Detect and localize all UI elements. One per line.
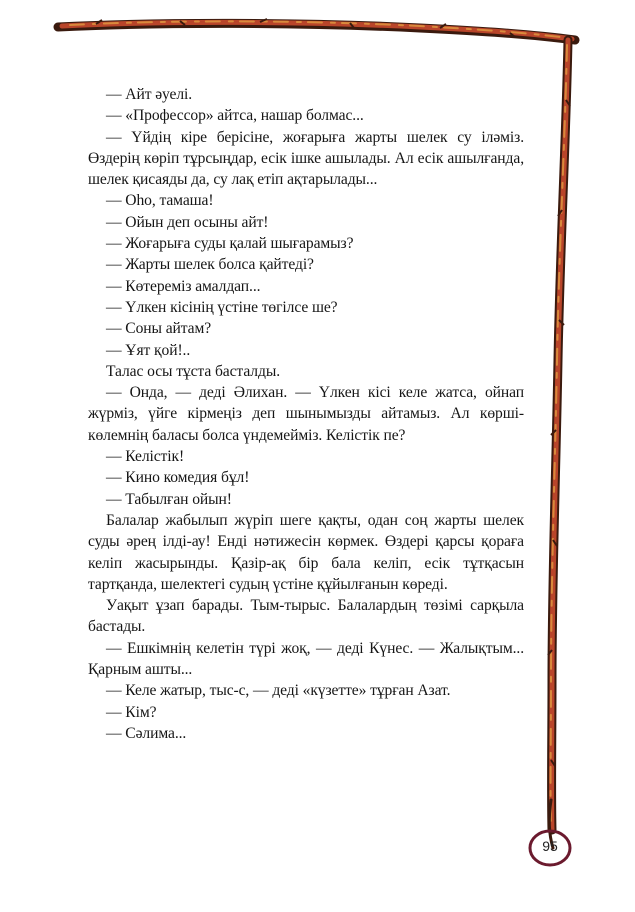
paragraph: — Ұят қой!.. [106, 341, 191, 359]
paragraph: — «Профессор» айтса, нашар болмас... [106, 107, 364, 125]
paragraph: — Соны айтам? [106, 320, 212, 338]
paragraph: — Онда, — деді Әлихан. — Үлкен кісі келе жатса, ойнап жүрміз, үйге кірмеңіз деп шынымызды айтамыз. Ал көрші-көлемнің баласы болса үндемейміз. Келістік пе? [88, 384, 524, 444]
paragraph: Уақыт ұзап барады. Тым-тырыс. Балалардың төзімі сарқыла бастады. [88, 597, 524, 636]
paragraph: — Келістік! [106, 448, 185, 466]
paragraph: — Айт әуелі. [106, 86, 193, 103]
top-stick [58, 19, 575, 40]
paragraph: — Үлкен кісінің үстіне төгілсе ше? [106, 298, 338, 316]
paragraph: — Жарты шелек болса қайтеді? [106, 256, 314, 274]
page-number: 95 [542, 838, 558, 854]
paragraph: — Табылған ойын! [106, 490, 232, 508]
paragraph: — Ойын деп осыны айт! [106, 213, 269, 231]
paragraph: — Сәлима... [106, 724, 187, 742]
paragraph: Балалар жабылып жүріп шеге қақты, одан соң жарты шелек суды әрең ілді-ау! Енді нәтижесін көрмек. Өздері қарсы қораға келіп жасырынды. Қазір-ақ бір бала келіп, есік тұтқасын тартқанда, шелектегі судың үстіне құйылғанын көреді. [88, 511, 524, 593]
paragraph: — Үйдің кіре берісіне, жоғарыға жарты шелек су іләміз. Өздерің көріп тұрсыңдар, есік ішке ашылады. Ал есік ашылғанда, шелек қисаяды да, су лақ етіп ақтарылады... [88, 128, 524, 189]
paragraph: — Келе жатыр, тыс-с, — деді «күзетте» тұрған Азат. [106, 682, 451, 700]
paragraph: Талас осы тұста басталды. [106, 362, 280, 380]
paragraph: — Кім? [106, 703, 157, 721]
paragraph: — Ешкімнің келетін түрі жоқ, — деді Күнес. — Жалықтым... Қарным ашты... [88, 639, 524, 679]
story-text [88, 84, 524, 744]
paragraph: — Кино комедия бұл! [106, 469, 250, 487]
paragraph: — Жоғарыға суды қалай шығарамыз? [106, 235, 354, 253]
paragraph: — Көтереміз амалдап... [106, 277, 261, 295]
paragraph: — Оһо, тамаша! [106, 192, 214, 210]
right-stick [548, 40, 570, 848]
